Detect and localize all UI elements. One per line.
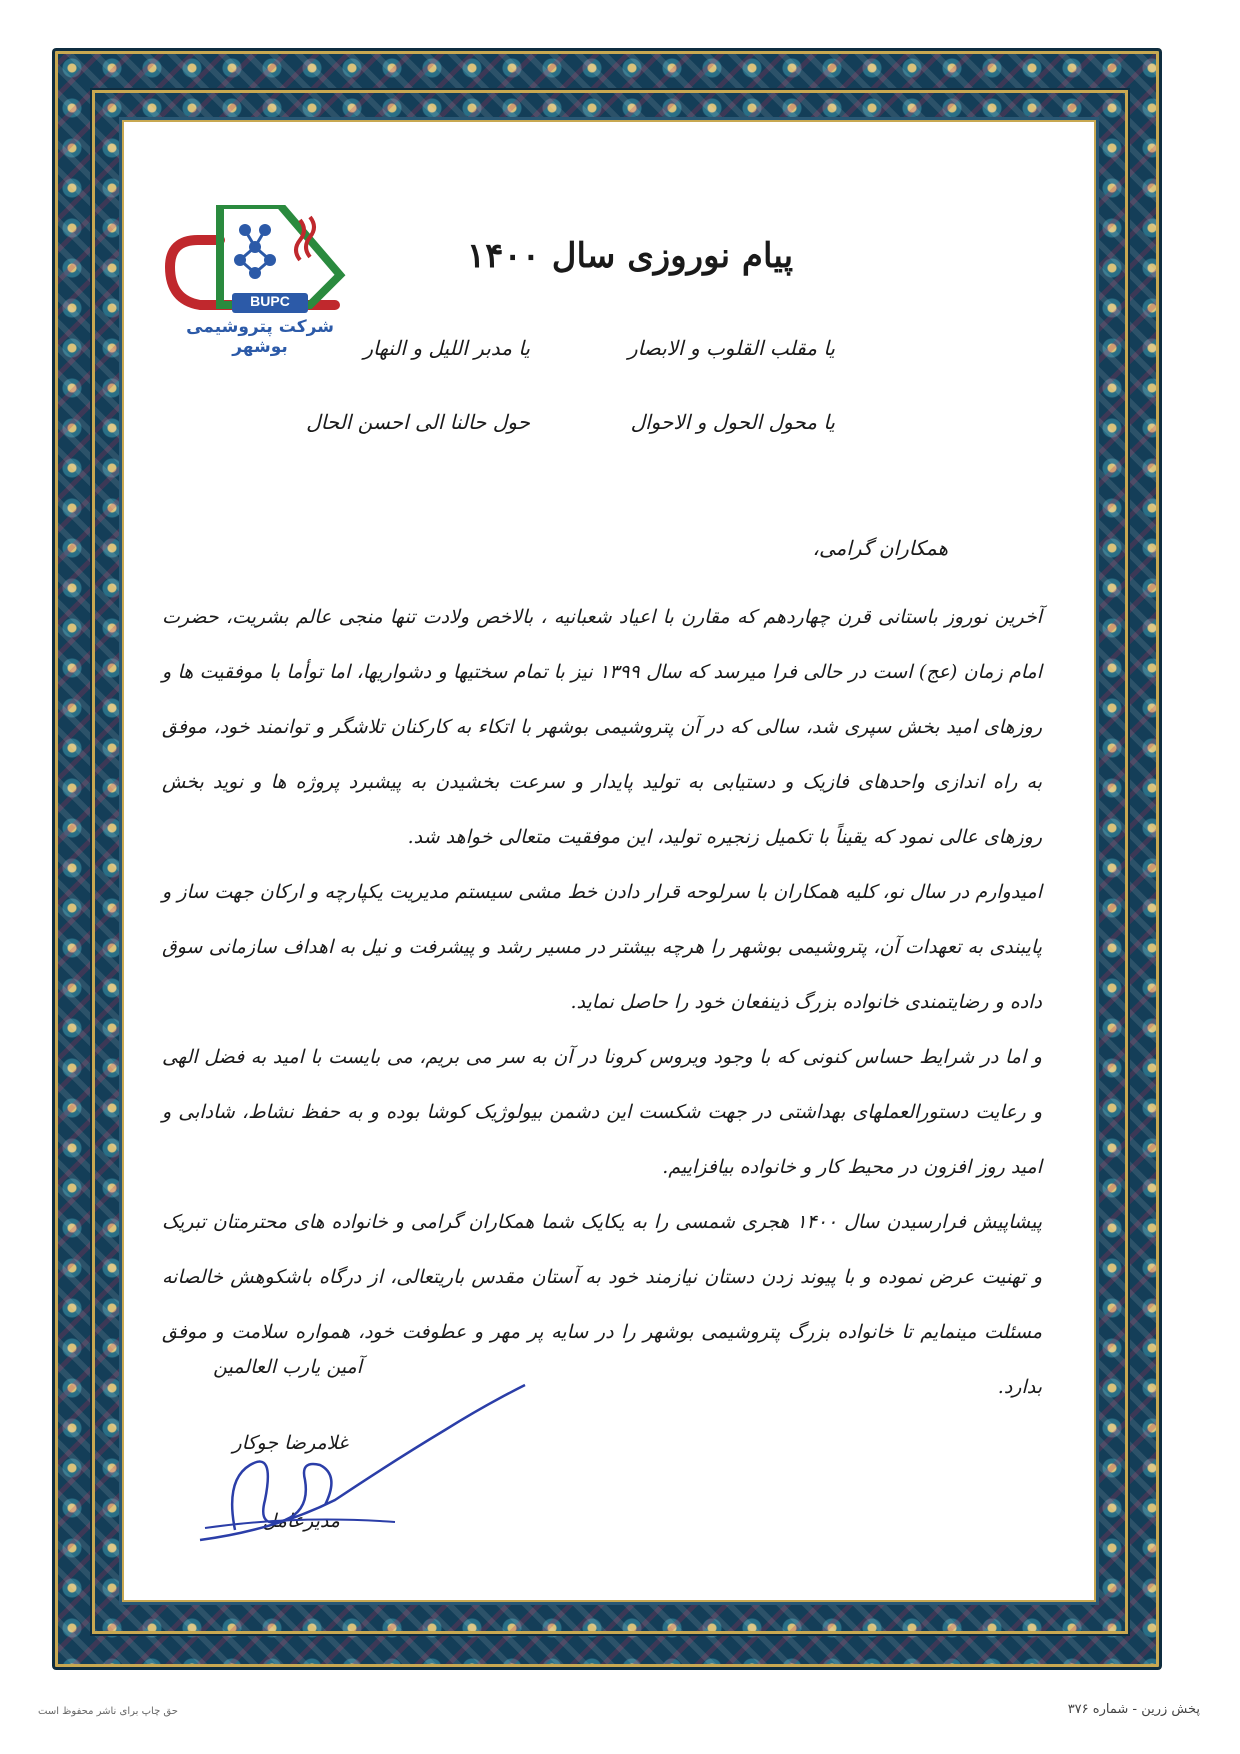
footer-copyright: حق چاپ برای ناشر محفوظ است <box>38 1706 178 1717</box>
paragraph-2: امیدوارم در سال نو، کلیه همکاران با سرلوحه قرار دادن خط مشی سیستم مدیریت یکپارچه و ارکان جهت ساز و پایبندی به تعهدات آن، پتروشیمی بوشهر را هرچه بیشتر در مسیر رشد و پیشرفت و نیل به اهداف سازمانی سوق داده و رضایتمندی خانواده بزرگ ذینفعان خود را حاصل نماید. <box>162 881 1042 1013</box>
prayer-line1-right: یا مقلب القلوب و الابصار <box>627 336 835 360</box>
prayer-line1-left: یا مدبر اللیل و النهار <box>363 336 530 360</box>
handwritten-signature <box>195 1380 535 1560</box>
signatory-title: مدیرعامل <box>262 1510 340 1532</box>
paragraph-4: پیشاپیش فرارسیدن سال ۱۴۰۰ هجری شمسی را به یکایک شما همکاران گرامی و خانواده های محترمتان تبریک و تهنیت عرض نموده و با پیوند زدن دستان نیازمند خود به آستان مقدس باریتعالی، از درگاه باشکوهش خالصانه مسئلت مینمایم تا خانواده بزرگ پتروشیمی بوشهر را در سایه پر مهر و عطوفت خود، همواره سلامت و موفق بدارد. <box>162 1211 1042 1398</box>
logo-abbreviation: BUPC <box>250 293 290 309</box>
footer-publisher: پخش زرین - شماره ۳۷۶ <box>1067 1702 1200 1717</box>
page-title: پیام نوروزی سال ۱۴۰۰ <box>466 236 794 276</box>
letter-body <box>162 590 1042 1415</box>
paragraph-3: و اما در شرایط حساس کنونی که با وجود ویروس کرونا در آن به سر می بریم، می بایست با امید به فضل الهی و رعایت دستورالعملهای بهداشتی در جهت شکست این دشمن بیولوژیک کوشا بوده و به حفظ نشاط، شادابی و امید روز افزون در محیط کار و خانواده بیافزاییم. <box>162 1046 1042 1178</box>
paragraph-1: آخرین نوروز باستانی قرن چهاردهم که مقارن با اعیاد شعبانیه ، بالاخص ولادت تنها منجی عالم بشریت، حضرت امام زمان (عج) است در حالی فرا میرسد که سال ۱۳۹۹ نیز با تمام سختیها و دشواریها، اما توأما با موفقیت ها و روزهای امید بخش سپری شد، سالی که در آن پتروشیمی بوشهر با اتکاء به کارکنان تلاشگر و توانمند خود، موفق به راه اندازی واحدهای فازیک و دستیابی به تولید پایدار و سرعت بخشیدن به پیشبرد پروژه ها و نوید بخش روزهای عالی نمود که یقیناً با تکمیل زنجیره تولید، این موفقیت متعالی خواهد شد. <box>162 606 1042 848</box>
greeting: همکاران گرامی، <box>812 536 948 560</box>
logo-company-name: شرکت پتروشیمی بوشهر <box>186 317 334 357</box>
closing-line: آمین یارب العالمین <box>213 1356 362 1378</box>
company-logo <box>160 205 380 385</box>
prayer-line2-right: یا محول الحول و الاحوال <box>630 410 835 434</box>
signatory-name: غلامرضا جوکار <box>232 1432 348 1454</box>
prayer-line2-left: حول حالنا الی احسن الحال <box>306 410 530 434</box>
